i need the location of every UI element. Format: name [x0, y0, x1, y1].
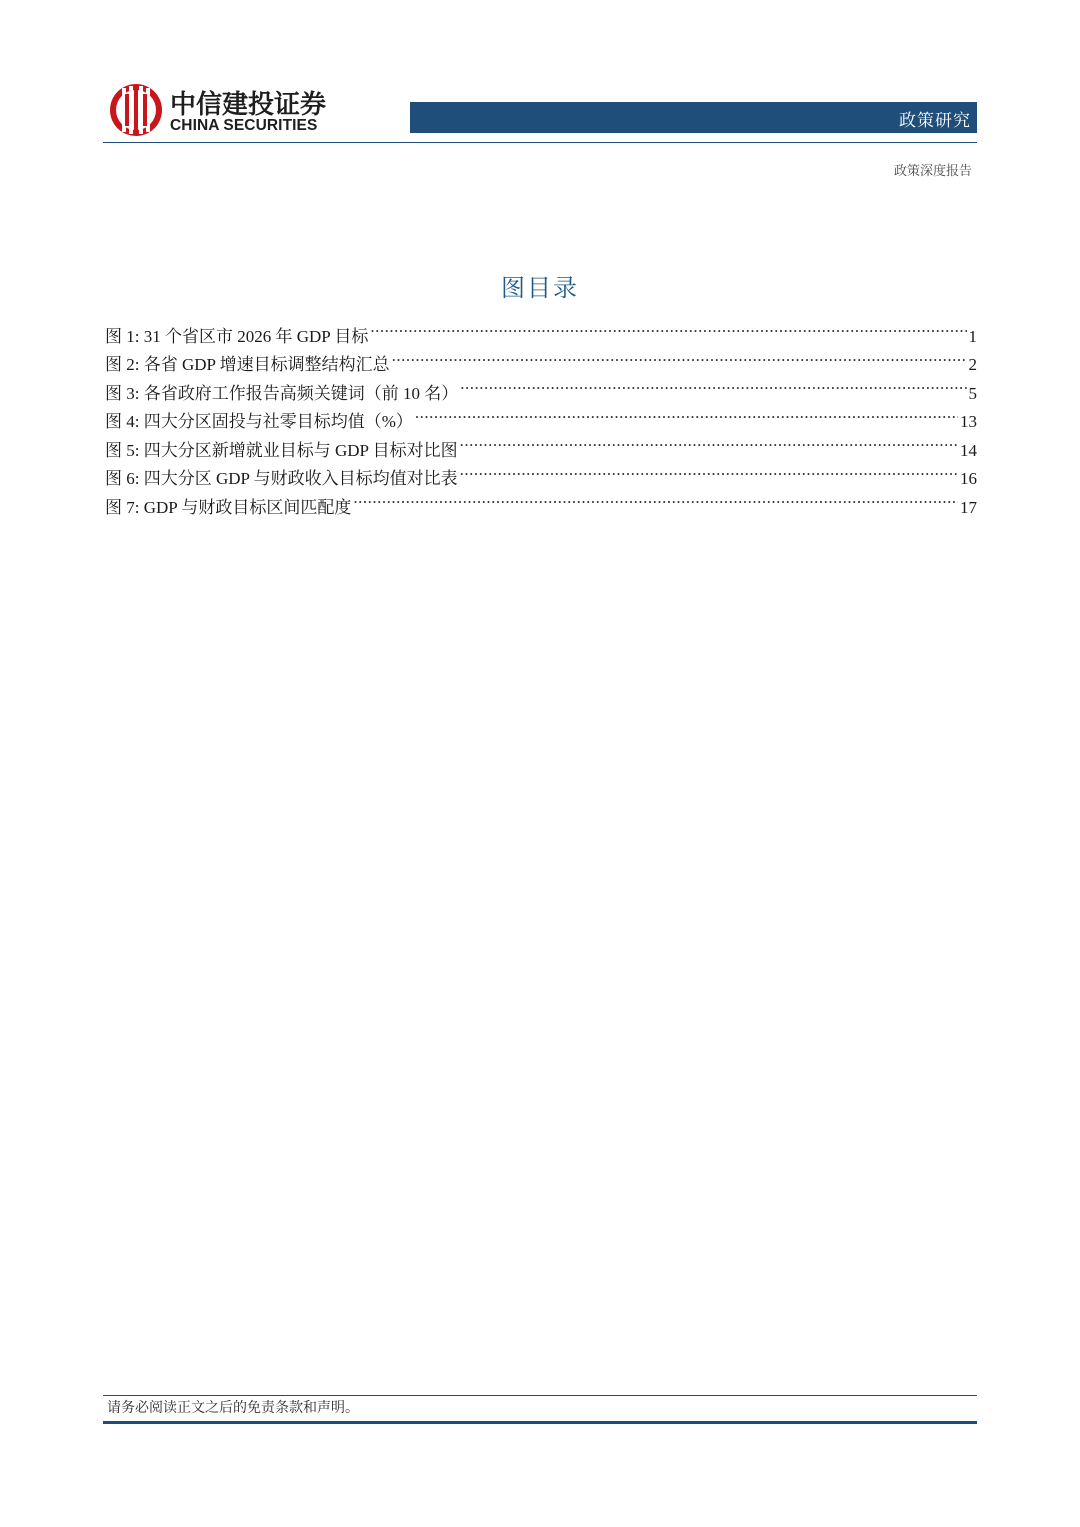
toc-entry-page: 2: [968, 355, 977, 374]
toc-entry-label: 图 7: GDP 与财政目标区间匹配度: [105, 497, 352, 517]
toc-leader-dots: [460, 370, 966, 399]
logo-chinese-name: 中信建投证券: [170, 90, 327, 120]
header-band: [410, 102, 977, 133]
header-divider: [103, 142, 977, 143]
toc-entry-label: 图 1: 31 个省区市 2026 年 GDP 目标: [105, 326, 369, 346]
toc-title: 图目录: [501, 274, 579, 302]
logo-english-name: CHINA SECURITIES: [170, 117, 318, 134]
toc-leader-dots: [460, 456, 958, 485]
section-label: 政策研究: [899, 111, 971, 131]
figure-list: [105, 313, 977, 517]
toc-leader-dots: [460, 427, 958, 456]
toc-entry-page: 5: [968, 383, 977, 403]
toc-entry-label: 图 5: 四大分区新增就业目标与 GDP 目标对比图: [105, 440, 458, 460]
footer-disclaimer: 请务必阅读正文之后的免责条款和声明。: [107, 1400, 359, 1416]
company-logo: [108, 82, 340, 142]
toc-entry-label: 图 3: 各省政府工作报告高频关键词（前 10 名）: [105, 383, 459, 403]
toc-entry[interactable]: [105, 313, 977, 346]
toc-entry-page: 16: [960, 469, 977, 488]
toc-leader-dots: [392, 342, 967, 371]
citic-logo-icon: [108, 82, 164, 138]
toc-entry-page: 1: [968, 326, 977, 346]
toc-entry-page: 17: [960, 497, 977, 517]
toc-leader-dots: [415, 399, 958, 428]
report-type: 政策深度报告: [893, 164, 972, 179]
footer-divider-bottom: [103, 1421, 977, 1424]
toc-entry-label: 图 2: 各省 GDP 增速目标调整结构汇总: [105, 355, 390, 374]
toc-entry-page: 14: [960, 440, 977, 460]
footer-divider-top: [103, 1395, 977, 1396]
toc-entry-page: 13: [960, 412, 977, 431]
toc-entry-label: 图 6: 四大分区 GDP 与财政收入目标均值对比表: [105, 469, 458, 488]
toc-entry-label: 图 4: 四大分区固投与社零目标均值（%）: [105, 412, 413, 431]
toc-leader-dots: [353, 484, 958, 513]
toc-leader-dots: [370, 313, 966, 342]
